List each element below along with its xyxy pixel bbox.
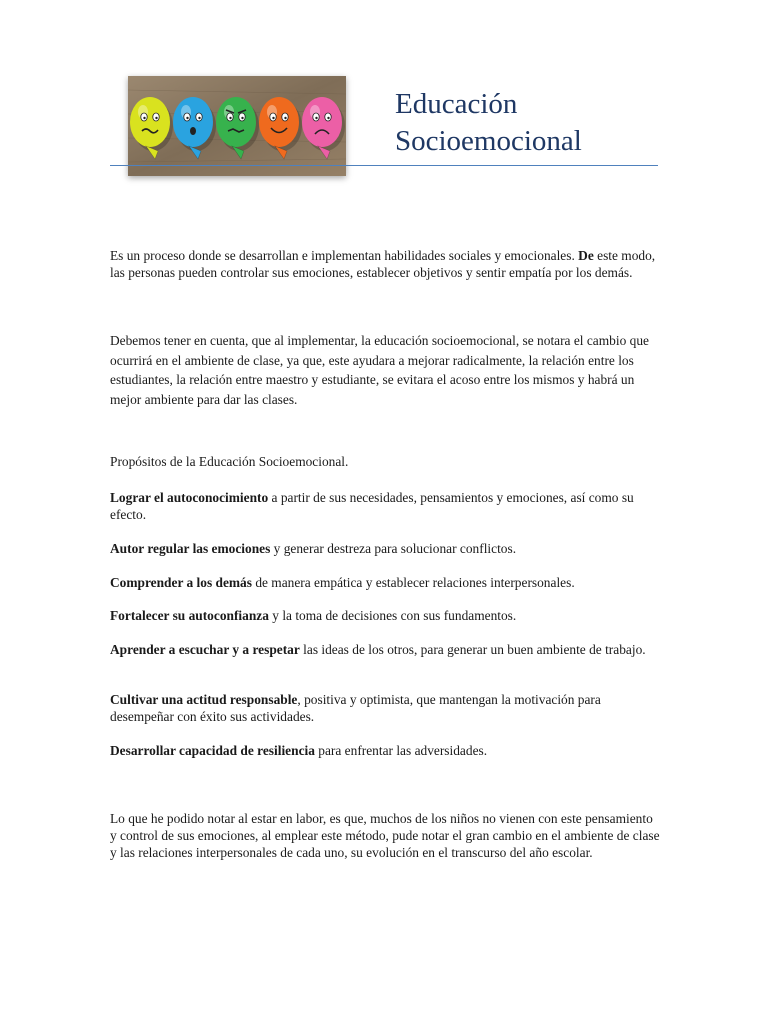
purpose-item [110, 489, 662, 523]
closing-paragraph: Lo que he podido notar al estar en labor, es que, muchos de los niños no vienen con este pensamiento y control de sus emociones, al emplear este método, pude notar el gran cambio en el ambiente de clase y las relaciones interpersonales de cada uno, su evolución en el transcurso del año escolar. [110, 811, 660, 860]
balloons-illustration [128, 76, 346, 176]
purposes-heading: Propósitos de la Educación Socioemocional. [110, 454, 349, 469]
purpose-item-bold: Aprender a escuchar y a respetar [110, 642, 300, 657]
intro-paragraph [110, 247, 662, 281]
purpose-item-text: para enfrentar las adversidades. [314, 743, 488, 758]
purpose-item-text: y generar destreza para solucionar conflictos. [270, 541, 517, 556]
purpose-item-text: de manera empática y establecer relaciones interpersonales. [251, 575, 575, 590]
purpose-item [110, 641, 662, 658]
purpose-item-text: y la toma de decisiones con sus fundamentos. [268, 608, 517, 623]
title-line-2: Socioemocional [395, 125, 582, 157]
header-divider [110, 165, 658, 166]
document-title [395, 86, 665, 160]
intro-bold: De [578, 248, 594, 263]
purpose-item-text: las ideas de los otros, para generar un buen ambiente de trabajo. [299, 642, 646, 657]
purpose-item [110, 574, 662, 591]
purpose-item-bold: Autor regular las emociones [110, 541, 271, 556]
purpose-item-bold: Desarrollar capacidad de resiliencia [110, 743, 315, 758]
purpose-item [110, 607, 662, 624]
purpose-item-bold: Fortalecer su autoconfianza [110, 608, 269, 623]
purpose-item-bold: Comprender a los demás [110, 575, 252, 590]
context-paragraph: Debemos tener en cuenta, que al implementar, la educación socioemocional, se notara el cambio que ocurrirá en el ambiente de clase, ya que, este ayudara a mejorar radicalmente, la relación entre los estudiantes, la relación entre maestro y estudiante, se evitara el acoso entre los mismos y habrá un mejor ambiente para dar las clases. [110, 333, 649, 407]
purpose-item [110, 691, 662, 725]
purpose-item [110, 540, 662, 557]
purpose-item-bold: Cultivar una actitud responsable [110, 692, 298, 707]
purpose-item [110, 742, 662, 759]
purpose-item-text: , positiva y optimista, que mantengan la motivación para desempeñar con éxito sus actividades. [110, 692, 601, 724]
intro-text-b: este modo, las personas pueden controlar sus emociones, establecer objetivos y sentir empatía por los demás. [110, 248, 656, 280]
title-line-1: Educación [395, 88, 518, 120]
purpose-item-bold: Lograr el autoconocimiento [110, 490, 269, 505]
emotion-balloons-photo [128, 76, 346, 176]
intro-text-a: Es un proceso donde se desarrollan e implementan habilidades sociales y emocionales. [110, 248, 579, 263]
purpose-item-text: a partir de sus necesidades, pensamientos y emociones, así como su efecto. [110, 490, 634, 522]
